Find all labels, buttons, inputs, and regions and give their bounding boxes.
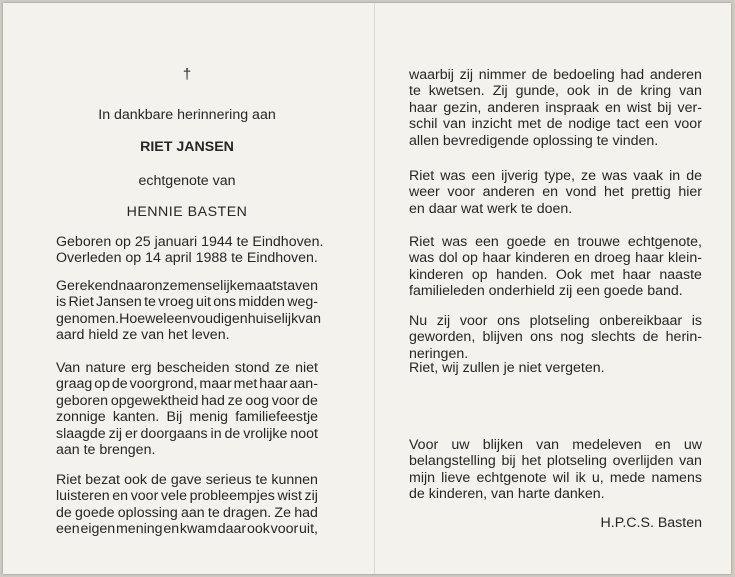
intro-text: In dankbare herinnering aan (98, 107, 276, 123)
text-line: mijn lieve echtgenote wil ik u, mede namens (409, 469, 702, 486)
text-line: Riet, wij zullen je niet vergeten. (409, 360, 605, 376)
paragraph (56, 278, 322, 344)
text-line: aard hield ze van het leven. (56, 327, 230, 344)
text-line: schil van inzicht met de nodige tact een voor (409, 116, 702, 133)
text-line: is Riet Jansen te vroeg uit ons midden weg- (56, 294, 318, 311)
paragraph (56, 360, 318, 458)
text-line: Gerekend naar onze menselijke maatstaven (56, 278, 318, 294)
text-line: familieleden onderhield zij een goede band. (409, 283, 683, 300)
text-line: Riet was een goede en trouwe echtgenote, (409, 234, 702, 250)
paragraph (409, 437, 702, 503)
spouse-label: echtgenote van (138, 173, 236, 189)
right-page (409, 3, 702, 574)
paragraph (409, 168, 702, 217)
death-line: Overleden op 14 april 1988 te Eindhoven. (56, 250, 318, 267)
text-line: weer voor anderen en vond het prettig hier (409, 184, 702, 201)
paragraph (409, 360, 702, 376)
card-fold (374, 3, 375, 574)
text-line: luisteren en voor vele probleempjes wist zij (56, 488, 318, 505)
birth-line: Geboren op 25 januari 1944 te Eindhoven. (56, 234, 324, 250)
text-line: en daar wat werk te doen. (409, 200, 573, 217)
birth-death-dates (56, 234, 324, 267)
text-line: Riet bezat ook de gave serieus te kunnen (56, 472, 318, 488)
text-line: neringen. (409, 345, 469, 362)
text-line: slaagde zij er doorgaans in de vrolijke noot (56, 425, 318, 442)
text-line: Nu zij voor ons plotseling onbereikbaar is (409, 313, 702, 329)
text-line: aan te brengen. (56, 442, 156, 459)
text-line: zonnige kanten. Bij menig familiefeestje (56, 409, 318, 426)
text-line: allen bevredigende oplossing te vinden. (409, 132, 659, 149)
left-page (56, 3, 324, 574)
text-line: haar gezin, anderen inspraak en wist bij ver- (409, 99, 702, 116)
text-line: Riet was een ijverig type, ze was vaak in de (409, 168, 702, 184)
paragraph (409, 234, 702, 300)
paragraph (56, 472, 318, 538)
text-line: Voor uw blijken van medeleven en uw (409, 437, 702, 453)
spouse-name: HENNIE BASTEN (126, 204, 248, 220)
text-line: de goede oplossing aan te dragen. Ze had (56, 504, 318, 521)
text-line: te kwetsen. Zij gunde, ook in de kring van (409, 83, 702, 100)
text-line: de kinderen, van harte danken. (409, 486, 605, 503)
paragraph (409, 67, 702, 149)
text-line: graag op de voorgrond, maar met haar aan- (56, 376, 318, 393)
text-line: geworden, blijven ons nog slechts de herin- (409, 329, 702, 346)
paragraph (409, 313, 702, 362)
signature: H.P.C.S. Basten (600, 515, 702, 531)
deceased-name: RIET JANSEN (140, 139, 234, 155)
text-line: genomen. Hoewel eenvoudig en huiselijk van (56, 310, 322, 327)
text-line: belangstelling bij het plotseling overlijden van (409, 453, 702, 470)
text-line: kinderen op handen. Ook met haar naaste (409, 266, 702, 283)
memorial-card (3, 3, 731, 574)
text-line: geboren opgewektheid had ze oog voor de (56, 392, 318, 409)
cross-symbol: † (182, 66, 192, 83)
text-line: was dol op haar kinderen en droeg haar klein- (409, 250, 702, 267)
text-line: waarbij zij nimmer de bedoeling had anderen (409, 67, 702, 83)
text-line: een eigen mening en kwam daar ook voor uit, (56, 521, 318, 538)
text-line: Van nature erg bescheiden stond ze niet (56, 360, 318, 376)
